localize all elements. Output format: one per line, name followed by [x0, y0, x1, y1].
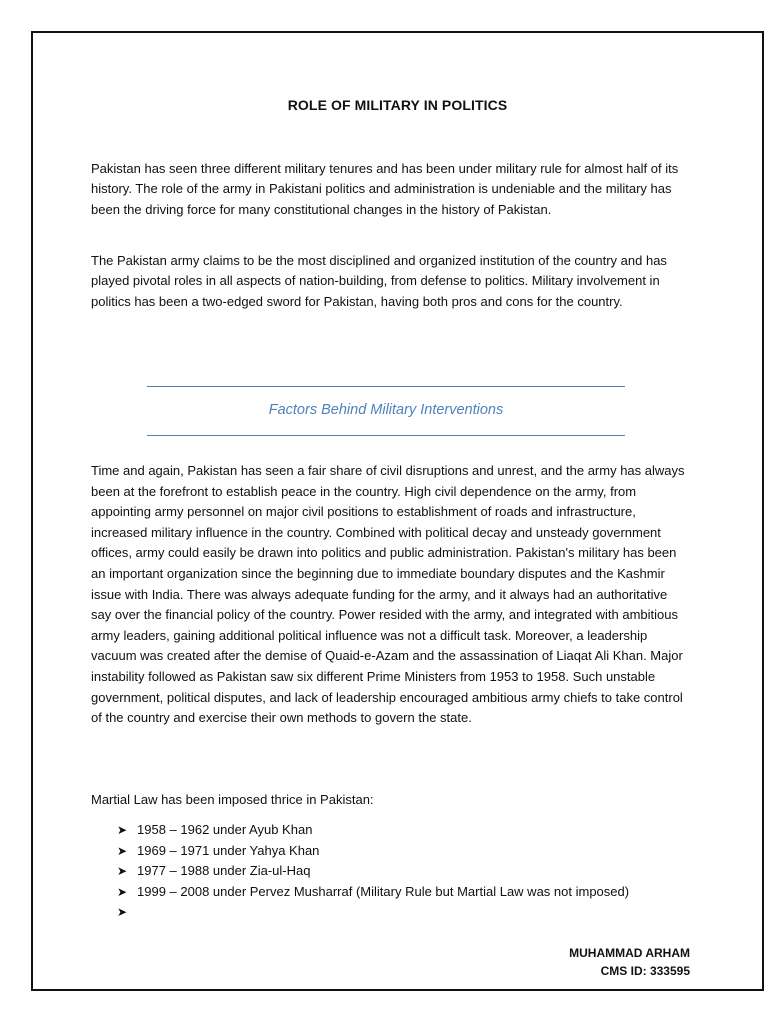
list-item	[117, 820, 629, 841]
list-item	[117, 882, 629, 903]
intro-paragraph-2: The Pakistan army claims to be the most disciplined and organized institution of the country and has played pivotal roles in all aspects of nation-building, from defense to politics. Military involvement in politics has been a two-edged sword for Pakistan, having both pros and cons for the country.	[91, 253, 667, 309]
list-item-text: 1999 – 2008 under Pervez Musharraf (Military Rule but Martial Law was not imposed)	[137, 883, 630, 899]
arrow-bullet-icon: ➤	[117, 823, 128, 837]
heading-rule-bottom	[147, 435, 625, 436]
document-page	[31, 31, 764, 991]
list-item-text: 1969 – 1971 under Yahya Khan	[137, 842, 320, 858]
list-item	[117, 902, 629, 923]
list-item	[117, 861, 629, 882]
author-name: MUHAMMAD ARHAM	[569, 946, 690, 960]
heading-rule-top	[147, 386, 625, 387]
arrow-bullet-icon: ➤	[117, 884, 128, 899]
list-item	[117, 841, 629, 862]
author-signature	[569, 944, 690, 980]
document-title: ROLE OF MILITARY IN POLITICS	[287, 97, 508, 113]
intro-paragraph-1: Pakistan has seen three different military tenures and has been under military rule for almost half of its history. The role of the army in Pakistani politics and administration is undeniable and the military has been the driving force for many constitutional changes in the history of Pakistan.	[91, 161, 679, 217]
arrow-bullet-icon: ➤	[117, 843, 128, 858]
martial-law-list	[117, 820, 629, 923]
list-item-text: 1958 – 1962 under Ayub Khan	[137, 822, 313, 837]
arrow-bullet-icon: ➤	[117, 905, 128, 920]
factors-paragraph: Time and again, Pakistan has seen a fair share of civil disruptions and unrest, and the army has always been at the forefront to establish peace in the country. High civil dependence on the army, from appointing army personnel on major civil positions to establishment of roads and infrastructure, increased military influence in the country. Combined with political decay and unsteady government offices, army could easily be drawn into politics and public administration. Pakistan's military has been an important organization since the beginning due to immediate boundary disputes and the Kashmir issue with India. There was always adequate funding for the army, and it always had an authoritative say over the financial policy of the country. Power resided with the army, and integrated with ambitious army leaders, gaining additional political influence was not a difficult task. Moreover, a leadership vacuum was created after the demise of Quaid-e-Azam and the assassination of Liaqat Ali Khan. Major instability followed as Pakistan saw six different Prime Ministers from 1953 to 1958. Such unstable government, political disputes, and lack of leadership encouraged ambitious army chiefs to take control of the country and exercise their own methods to govern the state.	[91, 463, 685, 726]
section-heading: Factors Behind Military Interventions	[268, 402, 504, 418]
author-cms-id: CMS ID: 333595	[600, 964, 690, 978]
list-item-text: 1977 – 1988 under Zia-ul-Haq	[137, 863, 311, 879]
martial-law-intro: Martial Law has been imposed thrice in Pakistan:	[91, 792, 374, 807]
arrow-bullet-icon: ➤	[117, 864, 128, 879]
